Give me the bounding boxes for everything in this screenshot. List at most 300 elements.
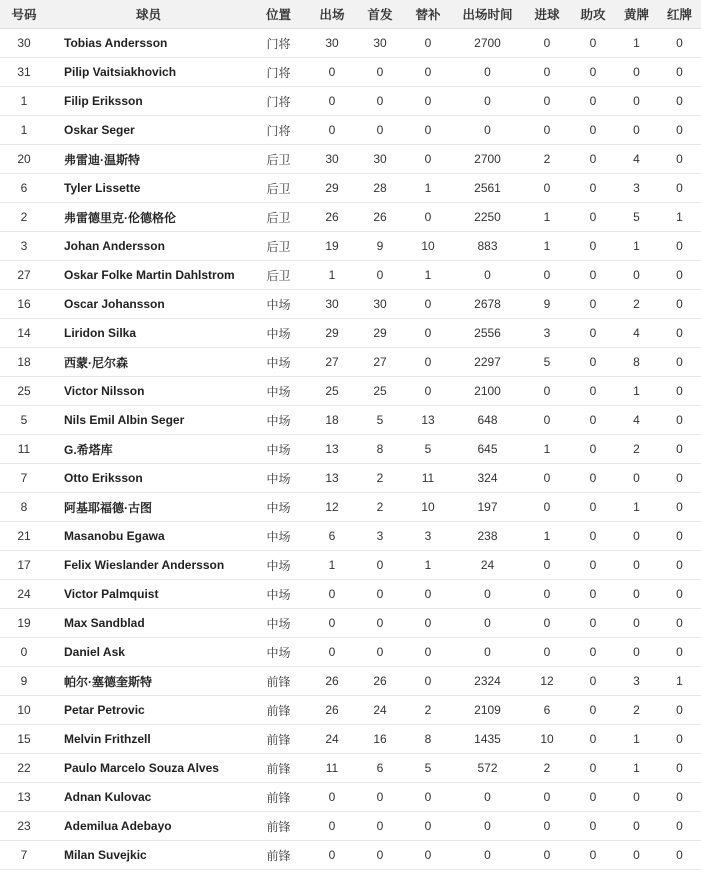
table-row xyxy=(0,638,701,667)
cell-minutes: 24 xyxy=(452,551,523,580)
cell-appearances: 30 xyxy=(308,29,356,58)
cell-player: Adnan Kulovac xyxy=(48,783,249,812)
cell-goals: 0 xyxy=(523,551,571,580)
cell-goals: 0 xyxy=(523,493,571,522)
cell-minutes: 2556 xyxy=(452,319,523,348)
cell-starts: 0 xyxy=(356,261,404,290)
cell-appearances: 25 xyxy=(308,377,356,406)
cell-appearances: 19 xyxy=(308,232,356,261)
cell-position: 中场 xyxy=(249,464,308,493)
cell-minutes: 2297 xyxy=(452,348,523,377)
cell-appearances: 30 xyxy=(308,145,356,174)
cell-starts: 0 xyxy=(356,783,404,812)
cell-goals: 1 xyxy=(523,232,571,261)
cell-assists: 0 xyxy=(571,783,615,812)
cell-yellow-cards: 0 xyxy=(615,609,658,638)
cell-starts: 5 xyxy=(356,406,404,435)
cell-minutes: 2700 xyxy=(452,29,523,58)
cell-player: Pilip Vaitsiakhovich xyxy=(48,58,249,87)
cell-number: 11 xyxy=(0,435,48,464)
cell-number: 21 xyxy=(0,522,48,551)
cell-appearances: 0 xyxy=(308,841,356,870)
cell-yellow-cards: 0 xyxy=(615,464,658,493)
cell-minutes: 2700 xyxy=(452,145,523,174)
cell-red-cards: 0 xyxy=(658,841,701,870)
cell-player: Felix Wieslander Andersson xyxy=(48,551,249,580)
cell-substitute: 0 xyxy=(404,841,452,870)
cell-red-cards: 0 xyxy=(658,290,701,319)
cell-substitute: 0 xyxy=(404,116,452,145)
cell-player: Tobias Andersson xyxy=(48,29,249,58)
cell-minutes: 324 xyxy=(452,464,523,493)
cell-position: 前锋 xyxy=(249,841,308,870)
cell-appearances: 0 xyxy=(308,609,356,638)
cell-starts: 0 xyxy=(356,87,404,116)
cell-position: 前锋 xyxy=(249,725,308,754)
cell-position: 门将 xyxy=(249,87,308,116)
table-row xyxy=(0,319,701,348)
cell-appearances: 24 xyxy=(308,725,356,754)
cell-yellow-cards: 0 xyxy=(615,812,658,841)
cell-substitute: 0 xyxy=(404,319,452,348)
cell-assists: 0 xyxy=(571,145,615,174)
cell-position: 前锋 xyxy=(249,783,308,812)
cell-yellow-cards: 2 xyxy=(615,435,658,464)
cell-goals: 0 xyxy=(523,87,571,116)
cell-position: 中场 xyxy=(249,609,308,638)
cell-yellow-cards: 5 xyxy=(615,203,658,232)
table-row xyxy=(0,725,701,754)
cell-number: 27 xyxy=(0,261,48,290)
cell-player: 西蒙·尼尔森 xyxy=(48,348,249,377)
cell-position: 中场 xyxy=(249,377,308,406)
table-row xyxy=(0,435,701,464)
cell-starts: 6 xyxy=(356,754,404,783)
cell-goals: 5 xyxy=(523,348,571,377)
cell-goals: 6 xyxy=(523,696,571,725)
cell-player: Tyler Lissette xyxy=(48,174,249,203)
cell-appearances: 11 xyxy=(308,754,356,783)
table-row xyxy=(0,609,701,638)
cell-starts: 2 xyxy=(356,493,404,522)
cell-starts: 0 xyxy=(356,116,404,145)
cell-assists: 0 xyxy=(571,116,615,145)
table-row xyxy=(0,261,701,290)
cell-starts: 0 xyxy=(356,551,404,580)
cell-number: 13 xyxy=(0,783,48,812)
cell-appearances: 30 xyxy=(308,290,356,319)
cell-red-cards: 0 xyxy=(658,261,701,290)
cell-position: 中场 xyxy=(249,319,308,348)
cell-position: 后卫 xyxy=(249,174,308,203)
cell-minutes: 2561 xyxy=(452,174,523,203)
cell-player: Masanobu Egawa xyxy=(48,522,249,551)
cell-substitute: 0 xyxy=(404,609,452,638)
cell-appearances: 13 xyxy=(308,435,356,464)
cell-minutes: 0 xyxy=(452,609,523,638)
cell-red-cards: 0 xyxy=(658,87,701,116)
cell-starts: 0 xyxy=(356,638,404,667)
cell-red-cards: 0 xyxy=(658,783,701,812)
cell-substitute: 1 xyxy=(404,261,452,290)
cell-position: 后卫 xyxy=(249,232,308,261)
cell-yellow-cards: 0 xyxy=(615,783,658,812)
cell-minutes: 2250 xyxy=(452,203,523,232)
table-row xyxy=(0,812,701,841)
table-row xyxy=(0,348,701,377)
cell-player: Melvin Frithzell xyxy=(48,725,249,754)
cell-substitute: 5 xyxy=(404,754,452,783)
cell-number: 30 xyxy=(0,29,48,58)
cell-starts: 27 xyxy=(356,348,404,377)
cell-number: 24 xyxy=(0,580,48,609)
cell-player: 弗雷迪·温斯特 xyxy=(48,145,249,174)
cell-starts: 0 xyxy=(356,841,404,870)
cell-player: Milan Suvejkic xyxy=(48,841,249,870)
cell-position: 门将 xyxy=(249,29,308,58)
cell-yellow-cards: 4 xyxy=(615,319,658,348)
cell-player: Oskar Seger xyxy=(48,116,249,145)
cell-position: 中场 xyxy=(249,406,308,435)
table-row xyxy=(0,580,701,609)
cell-red-cards: 0 xyxy=(658,725,701,754)
cell-appearances: 0 xyxy=(308,116,356,145)
cell-assists: 0 xyxy=(571,203,615,232)
cell-assists: 0 xyxy=(571,580,615,609)
cell-goals: 1 xyxy=(523,435,571,464)
cell-yellow-cards: 0 xyxy=(615,580,658,609)
cell-red-cards: 0 xyxy=(658,551,701,580)
cell-number: 14 xyxy=(0,319,48,348)
cell-starts: 0 xyxy=(356,609,404,638)
cell-position: 后卫 xyxy=(249,145,308,174)
cell-position: 后卫 xyxy=(249,203,308,232)
cell-minutes: 0 xyxy=(452,783,523,812)
cell-goals: 0 xyxy=(523,58,571,87)
cell-minutes: 2678 xyxy=(452,290,523,319)
cell-yellow-cards: 0 xyxy=(615,638,658,667)
cell-yellow-cards: 1 xyxy=(615,725,658,754)
cell-red-cards: 0 xyxy=(658,580,701,609)
cell-yellow-cards: 0 xyxy=(615,87,658,116)
column-header-red-cards: 红牌 xyxy=(658,0,701,29)
cell-position: 中场 xyxy=(249,522,308,551)
cell-number: 25 xyxy=(0,377,48,406)
cell-number: 19 xyxy=(0,609,48,638)
cell-red-cards: 0 xyxy=(658,174,701,203)
cell-starts: 30 xyxy=(356,290,404,319)
cell-assists: 0 xyxy=(571,58,615,87)
cell-number: 3 xyxy=(0,232,48,261)
cell-minutes: 238 xyxy=(452,522,523,551)
cell-assists: 0 xyxy=(571,696,615,725)
cell-yellow-cards: 0 xyxy=(615,841,658,870)
cell-goals: 1 xyxy=(523,522,571,551)
cell-starts: 8 xyxy=(356,435,404,464)
cell-red-cards: 0 xyxy=(658,435,701,464)
cell-yellow-cards: 0 xyxy=(615,261,658,290)
cell-starts: 3 xyxy=(356,522,404,551)
cell-red-cards: 0 xyxy=(658,522,701,551)
cell-goals: 0 xyxy=(523,841,571,870)
cell-substitute: 0 xyxy=(404,377,452,406)
cell-player: Liridon Silka xyxy=(48,319,249,348)
cell-goals: 0 xyxy=(523,464,571,493)
cell-substitute: 0 xyxy=(404,87,452,116)
cell-assists: 0 xyxy=(571,435,615,464)
cell-starts: 24 xyxy=(356,696,404,725)
cell-minutes: 0 xyxy=(452,261,523,290)
cell-red-cards: 1 xyxy=(658,203,701,232)
cell-red-cards: 0 xyxy=(658,812,701,841)
table-row xyxy=(0,754,701,783)
cell-red-cards: 0 xyxy=(658,754,701,783)
cell-goals: 0 xyxy=(523,174,571,203)
cell-goals: 0 xyxy=(523,261,571,290)
cell-goals: 0 xyxy=(523,783,571,812)
cell-minutes: 2324 xyxy=(452,667,523,696)
cell-assists: 0 xyxy=(571,232,615,261)
cell-red-cards: 0 xyxy=(658,116,701,145)
cell-substitute: 0 xyxy=(404,812,452,841)
cell-position: 中场 xyxy=(249,493,308,522)
cell-red-cards: 0 xyxy=(658,696,701,725)
cell-player: Petar Petrovic xyxy=(48,696,249,725)
table-row xyxy=(0,464,701,493)
cell-assists: 0 xyxy=(571,667,615,696)
cell-position: 前锋 xyxy=(249,667,308,696)
cell-red-cards: 0 xyxy=(658,638,701,667)
cell-red-cards: 0 xyxy=(658,377,701,406)
cell-substitute: 0 xyxy=(404,348,452,377)
cell-starts: 0 xyxy=(356,580,404,609)
cell-assists: 0 xyxy=(571,551,615,580)
column-header-starts: 首发 xyxy=(356,0,404,29)
cell-position: 门将 xyxy=(249,116,308,145)
cell-substitute: 0 xyxy=(404,145,452,174)
cell-yellow-cards: 0 xyxy=(615,58,658,87)
cell-number: 9 xyxy=(0,667,48,696)
cell-appearances: 0 xyxy=(308,58,356,87)
cell-yellow-cards: 2 xyxy=(615,290,658,319)
cell-goals: 1 xyxy=(523,203,571,232)
cell-starts: 26 xyxy=(356,203,404,232)
cell-number: 17 xyxy=(0,551,48,580)
column-header-player: 球员 xyxy=(48,0,249,29)
cell-substitute: 11 xyxy=(404,464,452,493)
cell-appearances: 1 xyxy=(308,261,356,290)
cell-assists: 0 xyxy=(571,406,615,435)
cell-red-cards: 0 xyxy=(658,406,701,435)
cell-goals: 0 xyxy=(523,116,571,145)
cell-assists: 0 xyxy=(571,522,615,551)
cell-red-cards: 0 xyxy=(658,319,701,348)
cell-goals: 12 xyxy=(523,667,571,696)
cell-assists: 0 xyxy=(571,638,615,667)
cell-appearances: 1 xyxy=(308,551,356,580)
cell-minutes: 2109 xyxy=(452,696,523,725)
cell-position: 前锋 xyxy=(249,754,308,783)
column-header-appearances: 出场 xyxy=(308,0,356,29)
cell-yellow-cards: 1 xyxy=(615,377,658,406)
cell-player: 阿基耶福德·古图 xyxy=(48,493,249,522)
cell-appearances: 0 xyxy=(308,580,356,609)
cell-goals: 0 xyxy=(523,29,571,58)
cell-assists: 0 xyxy=(571,261,615,290)
cell-minutes: 648 xyxy=(452,406,523,435)
table-row xyxy=(0,145,701,174)
cell-player: Oskar Folke Martin Dahlstrom xyxy=(48,261,249,290)
cell-yellow-cards: 3 xyxy=(615,174,658,203)
column-header-assists: 助攻 xyxy=(571,0,615,29)
column-header-goals: 进球 xyxy=(523,0,571,29)
cell-starts: 2 xyxy=(356,464,404,493)
cell-substitute: 2 xyxy=(404,696,452,725)
table-row xyxy=(0,667,701,696)
column-header-position: 位置 xyxy=(249,0,308,29)
cell-assists: 0 xyxy=(571,87,615,116)
column-header-substitute: 替补 xyxy=(404,0,452,29)
cell-minutes: 645 xyxy=(452,435,523,464)
cell-red-cards: 0 xyxy=(658,493,701,522)
cell-red-cards: 0 xyxy=(658,145,701,174)
cell-appearances: 0 xyxy=(308,783,356,812)
cell-appearances: 29 xyxy=(308,319,356,348)
cell-red-cards: 0 xyxy=(658,58,701,87)
cell-number: 7 xyxy=(0,841,48,870)
cell-goals: 2 xyxy=(523,145,571,174)
cell-yellow-cards: 8 xyxy=(615,348,658,377)
cell-number: 2 xyxy=(0,203,48,232)
cell-substitute: 10 xyxy=(404,232,452,261)
cell-yellow-cards: 1 xyxy=(615,493,658,522)
table-row xyxy=(0,493,701,522)
cell-player: Filip Eriksson xyxy=(48,87,249,116)
cell-assists: 0 xyxy=(571,725,615,754)
table-row xyxy=(0,58,701,87)
cell-player: Victor Palmquist xyxy=(48,580,249,609)
cell-red-cards: 0 xyxy=(658,464,701,493)
cell-yellow-cards: 0 xyxy=(615,522,658,551)
cell-number: 8 xyxy=(0,493,48,522)
cell-yellow-cards: 1 xyxy=(615,29,658,58)
cell-appearances: 0 xyxy=(308,638,356,667)
cell-yellow-cards: 1 xyxy=(615,754,658,783)
cell-position: 后卫 xyxy=(249,261,308,290)
cell-minutes: 0 xyxy=(452,580,523,609)
cell-substitute: 0 xyxy=(404,667,452,696)
cell-player: Nils Emil Albin Seger xyxy=(48,406,249,435)
cell-starts: 26 xyxy=(356,667,404,696)
table-row xyxy=(0,377,701,406)
cell-substitute: 0 xyxy=(404,783,452,812)
table-row xyxy=(0,406,701,435)
cell-number: 18 xyxy=(0,348,48,377)
cell-position: 前锋 xyxy=(249,812,308,841)
table-row xyxy=(0,87,701,116)
cell-number: 20 xyxy=(0,145,48,174)
cell-assists: 0 xyxy=(571,464,615,493)
cell-number: 31 xyxy=(0,58,48,87)
table-row xyxy=(0,290,701,319)
cell-minutes: 0 xyxy=(452,58,523,87)
cell-assists: 0 xyxy=(571,174,615,203)
cell-minutes: 883 xyxy=(452,232,523,261)
cell-number: 22 xyxy=(0,754,48,783)
cell-appearances: 27 xyxy=(308,348,356,377)
cell-appearances: 0 xyxy=(308,87,356,116)
cell-player: Daniel Ask xyxy=(48,638,249,667)
cell-position: 中场 xyxy=(249,551,308,580)
cell-yellow-cards: 0 xyxy=(615,551,658,580)
cell-position: 前锋 xyxy=(249,696,308,725)
cell-number: 1 xyxy=(0,87,48,116)
cell-substitute: 0 xyxy=(404,290,452,319)
cell-goals: 0 xyxy=(523,406,571,435)
cell-minutes: 0 xyxy=(452,841,523,870)
cell-position: 门将 xyxy=(249,58,308,87)
cell-appearances: 18 xyxy=(308,406,356,435)
cell-yellow-cards: 4 xyxy=(615,406,658,435)
cell-assists: 0 xyxy=(571,290,615,319)
cell-player: 弗雷德里克·伦德格伦 xyxy=(48,203,249,232)
cell-substitute: 13 xyxy=(404,406,452,435)
cell-substitute: 0 xyxy=(404,638,452,667)
cell-number: 0 xyxy=(0,638,48,667)
cell-substitute: 0 xyxy=(404,58,452,87)
cell-player: Ademilua Adebayo xyxy=(48,812,249,841)
cell-goals: 2 xyxy=(523,754,571,783)
cell-red-cards: 0 xyxy=(658,232,701,261)
cell-appearances: 26 xyxy=(308,696,356,725)
cell-position: 中场 xyxy=(249,348,308,377)
table-row xyxy=(0,232,701,261)
table-row xyxy=(0,841,701,870)
cell-substitute: 8 xyxy=(404,725,452,754)
cell-assists: 0 xyxy=(571,348,615,377)
table-row xyxy=(0,783,701,812)
table-row xyxy=(0,696,701,725)
cell-number: 1 xyxy=(0,116,48,145)
cell-substitute: 0 xyxy=(404,580,452,609)
cell-starts: 0 xyxy=(356,812,404,841)
cell-red-cards: 0 xyxy=(658,29,701,58)
cell-assists: 0 xyxy=(571,29,615,58)
cell-player: Max Sandblad xyxy=(48,609,249,638)
cell-player: Paulo Marcelo Souza Alves xyxy=(48,754,249,783)
cell-starts: 9 xyxy=(356,232,404,261)
column-header-minutes: 出场时间 xyxy=(452,0,523,29)
cell-substitute: 10 xyxy=(404,493,452,522)
table-row xyxy=(0,174,701,203)
cell-goals: 3 xyxy=(523,319,571,348)
cell-substitute: 3 xyxy=(404,522,452,551)
cell-number: 16 xyxy=(0,290,48,319)
cell-player: Otto Eriksson xyxy=(48,464,249,493)
cell-goals: 0 xyxy=(523,580,571,609)
cell-yellow-cards: 2 xyxy=(615,696,658,725)
cell-appearances: 12 xyxy=(308,493,356,522)
cell-substitute: 5 xyxy=(404,435,452,464)
cell-number: 5 xyxy=(0,406,48,435)
cell-minutes: 0 xyxy=(452,116,523,145)
cell-number: 23 xyxy=(0,812,48,841)
cell-assists: 0 xyxy=(571,841,615,870)
cell-assists: 0 xyxy=(571,609,615,638)
cell-number: 10 xyxy=(0,696,48,725)
table-row xyxy=(0,116,701,145)
cell-assists: 0 xyxy=(571,754,615,783)
